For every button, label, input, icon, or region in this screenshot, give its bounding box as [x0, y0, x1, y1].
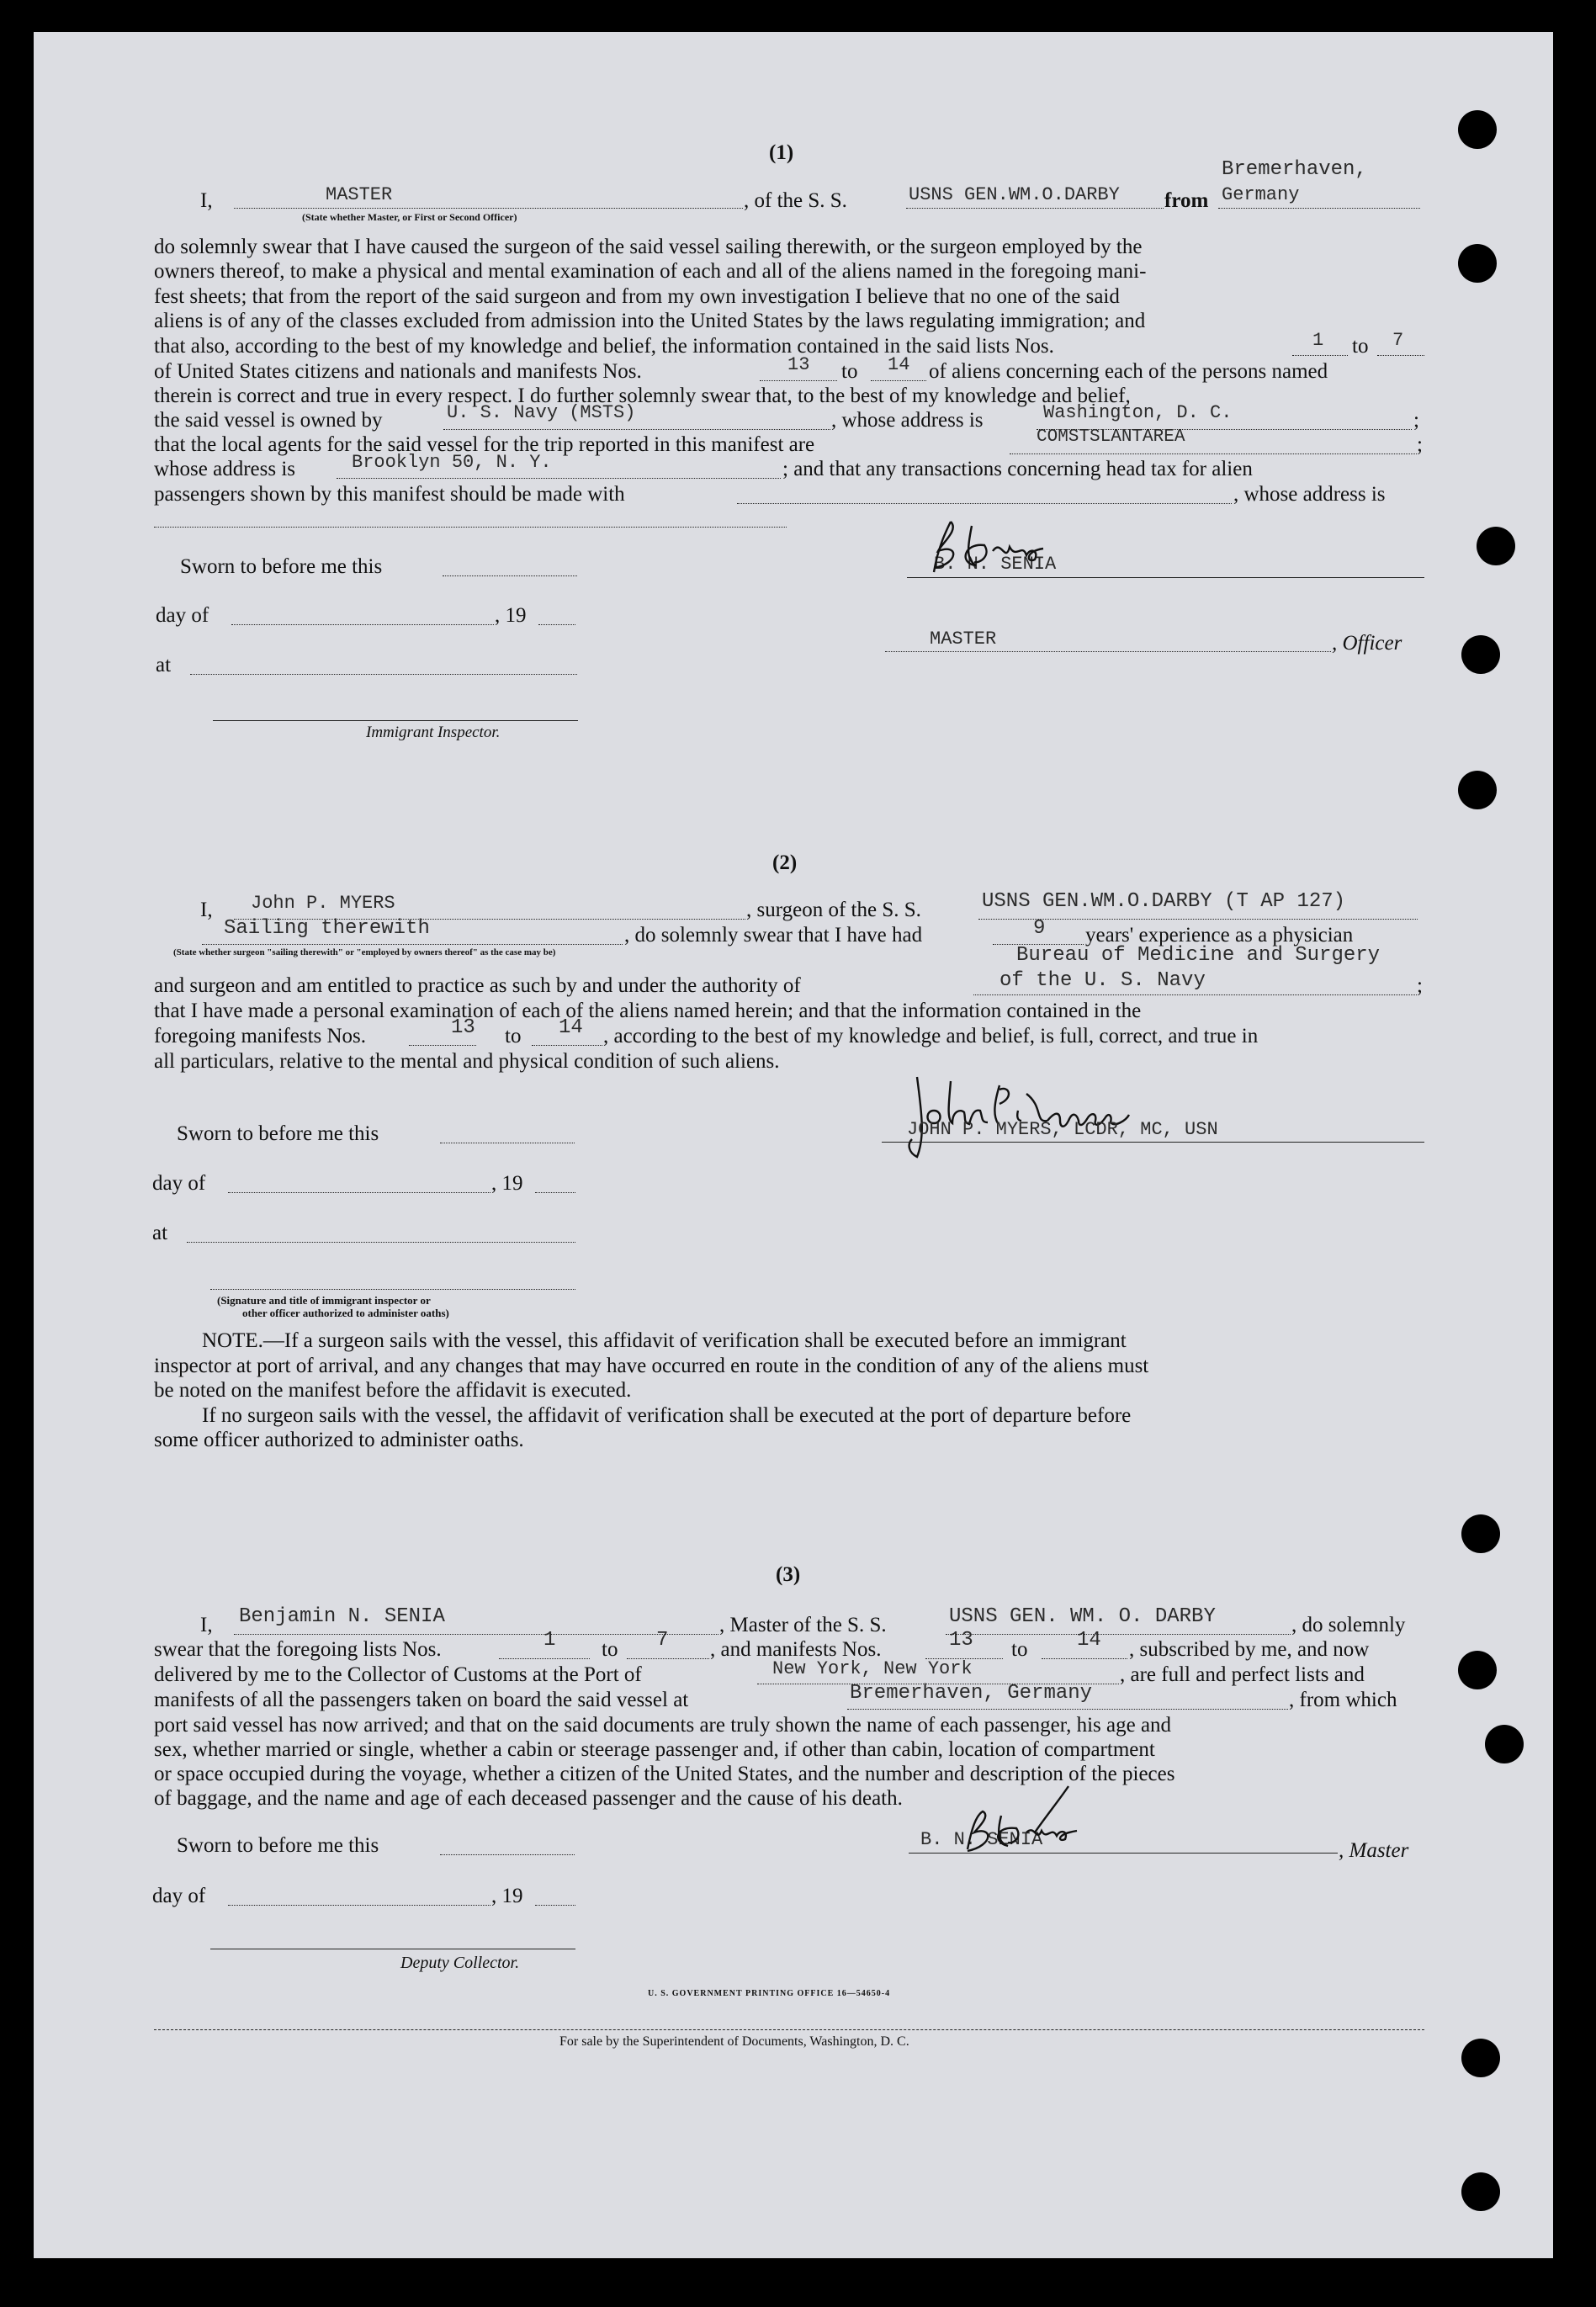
to-word: to: [602, 1638, 618, 1661]
title-value: MASTER: [930, 628, 997, 650]
sailing-value: Sailing therewith: [224, 917, 430, 940]
punch-hole: [1461, 2039, 1500, 2077]
surgeon-signed-name: JOHN P. MYERS, LCDR, MC, USN: [907, 1119, 1218, 1140]
for-sale: For sale by the Superintendent of Documents, Washington, D. C.: [559, 2034, 909, 2049]
sworn-line: [440, 1854, 575, 1855]
officer-label: , Officer: [1332, 632, 1402, 655]
of-the-ss: , of the S. S.: [744, 189, 847, 212]
lists-from: 1: [543, 1629, 556, 1652]
line8-b: , whose address is: [831, 409, 984, 432]
to-word: to: [505, 1025, 522, 1047]
day-of-label: day of: [152, 1885, 206, 1907]
manifests-to: 14: [1077, 1629, 1101, 1652]
semicolon: ;: [1417, 974, 1423, 997]
section-number: (1): [769, 141, 794, 164]
owner-address: Washington, D. C.: [1043, 402, 1233, 423]
day-line: [228, 1905, 490, 1906]
port-value: New York, New York: [772, 1658, 973, 1679]
note-line: NOTE.—If a surgeon sails with the vessel, this affidavit of verification shall be executed before an immigrant: [202, 1329, 1127, 1352]
vessel-line: [906, 208, 1164, 209]
manifests-to: 14: [559, 1016, 583, 1039]
from-line: [1218, 208, 1420, 209]
line8-a: the said vessel is owned by: [154, 409, 383, 432]
manifests-from-line: [760, 380, 837, 381]
agents-address-line: [337, 478, 781, 479]
section-number: (2): [772, 851, 798, 874]
manifests-to-line: [1042, 1658, 1127, 1659]
to-word: to: [841, 360, 858, 383]
to-word: to: [1011, 1638, 1028, 1661]
years-text: years' experience as a physician: [1085, 924, 1354, 947]
authority-line2: of the U. S. Navy: [999, 969, 1206, 992]
footer-rule: [154, 2029, 1424, 2030]
line10-b: ; and that any transactions concerning head tax for alien: [782, 458, 1253, 480]
day-of-label: day of: [152, 1172, 206, 1195]
master-of: , Master of the S. S.: [719, 1614, 887, 1636]
day-line: [228, 1192, 490, 1193]
manifests-from: 13: [451, 1016, 475, 1039]
agents-value: COMSTSLANTAREA: [1037, 427, 1185, 447]
boarded-value: Bremerhaven, Germany: [850, 1682, 1093, 1705]
line10-a: whose address is: [154, 458, 296, 480]
section-number: (3): [776, 1563, 801, 1586]
year-label: , 19: [491, 1172, 523, 1195]
para-line: sex, whether married or single, whether a cabin or steerage passenger and, if other than cabin, location of compartment: [154, 1738, 1155, 1761]
owner-line: [443, 429, 830, 430]
para-line: of baggage, and the name and age of each deceased passenger and the cause of his death.: [154, 1787, 903, 1810]
master-name: Benjamin N. SENIA: [239, 1605, 445, 1628]
line11-a: passengers shown by this manifest should be made with: [154, 483, 625, 506]
lists-to: 7: [656, 1629, 669, 1652]
officer-line: [885, 651, 1331, 652]
sworn-label: Sworn to before me this: [177, 1834, 379, 1857]
inspector-label: Immigrant Inspector.: [366, 724, 501, 741]
day-of-label: day of: [156, 604, 209, 627]
sworn-line: [443, 575, 577, 576]
note-line: If no surgeon sails with the vessel, the affidavit of verification shall be executed at the port of departure before: [202, 1404, 1132, 1427]
lists-to: 7: [1392, 330, 1404, 351]
lists-to-line: [1377, 355, 1424, 356]
authority-line: [973, 994, 1417, 995]
years-value: 9: [1033, 917, 1046, 940]
at-label: at: [152, 1222, 168, 1244]
manifests-from: 13: [949, 1629, 973, 1652]
line6-a: of United States citizens and nationals and manifests Nos.: [154, 360, 642, 383]
master-signature: [942, 1782, 1111, 1858]
solemnly: , do solemnly: [1291, 1614, 1406, 1636]
from-country: Germany: [1222, 184, 1300, 205]
para-line: aliens is of any of the classes excluded from admission into the United States by the laws regulating immigration; and: [154, 310, 1146, 332]
line2-a: swear that the foregoing lists Nos.: [154, 1638, 442, 1661]
manifests-to: 14: [888, 354, 910, 375]
punch-hole: [1477, 527, 1515, 565]
punch-hole: [1458, 771, 1497, 809]
signature-line: [210, 1289, 575, 1290]
semicolon: ;: [1413, 409, 1419, 432]
year-label: , 19: [495, 604, 527, 627]
lists-to-line: [627, 1658, 709, 1659]
sworn-label: Sworn to before me this: [180, 555, 383, 578]
lists-from-line: [499, 1658, 590, 1659]
para-line: that also, according to the best of my knowledge and belief, the information contained in the said lists Nos.: [154, 335, 1054, 358]
at-line: [187, 1242, 575, 1243]
owner-value: U. S. Navy (MSTS): [447, 402, 636, 423]
year-line: [538, 624, 575, 625]
vessel-name: USNS GEN.WM.O.DARBY: [909, 184, 1120, 205]
punch-hole: [1458, 110, 1497, 149]
sailing-hint: (State whether surgeon "sailing therewith" or "employed by owners thereof" as the case may be): [173, 947, 556, 957]
note-line: some officer authorized to administer oaths.: [154, 1429, 524, 1451]
manifests-to-line: [871, 380, 926, 381]
line4-b: , from which: [1289, 1689, 1397, 1711]
manifests-from-line: [409, 1045, 476, 1046]
surgeon-name: John P. MYERS: [251, 893, 395, 914]
line5-a: foregoing manifests Nos.: [154, 1025, 367, 1047]
para-line: or space occupied during the voyage, whether a citizen of the United States, and the number and description of the pieces: [154, 1763, 1175, 1785]
para-line: owners thereof, to make a physical and mental examination of each and all of the aliens named in the foregoing mani-: [154, 260, 1147, 283]
boarded-line: [847, 1709, 1288, 1710]
line2-b: , and manifests Nos.: [710, 1638, 882, 1661]
head-tax-line: [737, 503, 1232, 504]
master-signed-name: B. N. SENIA: [934, 554, 1057, 575]
semicolon: ;: [1417, 433, 1423, 456]
punch-hole: [1485, 1725, 1524, 1763]
from-city: Bremerhaven,: [1222, 158, 1367, 181]
opening-i: I,: [200, 1614, 213, 1636]
line4: that I have made a personal examination of each of the aliens named herein; and that the information contained in the: [154, 1000, 1142, 1022]
master-name-line: [234, 1634, 718, 1635]
manifests-to-line: [532, 1045, 602, 1046]
from-label: from: [1164, 189, 1209, 212]
line3-a: and surgeon and am entitled to practice as such by and under the authority of: [154, 974, 801, 997]
line3-a: delivered by me to the Collector of Customs at the Port of: [154, 1663, 642, 1686]
master-signed-name: B. N. SENIA: [920, 1829, 1043, 1850]
para-line: do solemnly swear that I have caused the surgeon of the said vessel sailing therewith, or the surgeon employed by the: [154, 236, 1143, 258]
collector-label: Deputy Collector.: [400, 1954, 520, 1972]
master-label: , Master: [1339, 1839, 1409, 1862]
manifests-from: 13: [787, 354, 810, 375]
lists-from: 1: [1312, 330, 1324, 351]
sailing-line: [202, 944, 623, 945]
lists-from-line: [1292, 355, 1348, 356]
punch-hole: [1458, 1651, 1497, 1689]
vessel-name: USNS GEN. WM. O. DARBY: [949, 1605, 1216, 1628]
line2-c: , subscribed by me, and now: [1129, 1638, 1370, 1661]
punch-hole: [1461, 1514, 1500, 1553]
punch-hole: [1458, 244, 1497, 283]
year-label: , 19: [491, 1885, 523, 1907]
opening-i: I,: [200, 899, 213, 921]
vessel-line: [946, 1634, 1291, 1635]
agents-address: Brooklyn 50, N. Y.: [352, 452, 552, 473]
opening-i: I,: [200, 189, 213, 212]
agents-line: [1010, 453, 1417, 454]
note-line: inspector at port of arrival, and any changes that may have occurred en route in the condition of any of the aliens must: [154, 1355, 1149, 1377]
swear-text: , do solemnly swear that I have had: [624, 924, 923, 947]
signature-caption-1: (Signature and title of immigrant inspector or: [217, 1294, 431, 1307]
note-line: be noted on the manifest before the affidavit is executed.: [154, 1379, 632, 1402]
signature-caption-2: other officer authorized to administer oaths): [242, 1307, 449, 1319]
line6-b: of aliens concerning each of the persons named: [929, 360, 1328, 383]
punch-hole: [1461, 635, 1500, 674]
master-line: [234, 208, 743, 209]
line4-a: manifests of all the passengers taken on board the said vessel at: [154, 1689, 689, 1711]
surgeon-of: , surgeon of the S. S.: [746, 899, 921, 921]
to-word: to: [1352, 335, 1369, 358]
at-line: [190, 674, 577, 675]
inspector-line: [213, 720, 578, 721]
vessel-name: USNS GEN.WM.O.DARBY (T AP 127): [982, 890, 1346, 913]
line5-b: , according to the best of my knowledge and belief, is full, correct, and true in: [603, 1025, 1259, 1047]
surgeon-signature: [900, 1069, 1178, 1161]
line3-b: , are full and perfect lists and: [1120, 1663, 1365, 1686]
year-line: [535, 1192, 575, 1193]
sworn-label: Sworn to before me this: [177, 1122, 379, 1145]
day-line: [231, 624, 494, 625]
year-line: [535, 1905, 575, 1906]
line9-a: that the local agents for the said vessel for the trip reported in this manifest are: [154, 433, 815, 456]
master-value: MASTER: [326, 184, 393, 205]
head-tax-address-line: [154, 527, 787, 528]
para-line: port said vessel has now arrived; and that on the said documents are truly shown the name of each passenger, his age and: [154, 1714, 1172, 1737]
at-label: at: [156, 654, 172, 676]
para-line: fest sheets; that from the report of the said surgeon and from my own investigation I believe that no one of the said: [154, 285, 1120, 308]
line7: therein is correct and true in every respect. I do further solemnly swear that, to the best of my knowledge and belief,: [154, 384, 1131, 407]
line6: all particulars, relative to the mental and physical condition of such aliens.: [154, 1050, 780, 1073]
authority-line1: Bureau of Medicine and Surgery: [1016, 944, 1381, 967]
punch-hole: [1461, 2172, 1500, 2211]
state-hint: (State whether Master, or First or Second Officer): [302, 211, 517, 223]
printing-office: U. S. GOVERNMENT PRINTING OFFICE 16—54650-4: [648, 1989, 891, 1998]
surgeon-signature-line: [882, 1142, 1424, 1143]
line11-b: , whose address is: [1233, 483, 1386, 506]
master-signature: [900, 513, 1068, 581]
